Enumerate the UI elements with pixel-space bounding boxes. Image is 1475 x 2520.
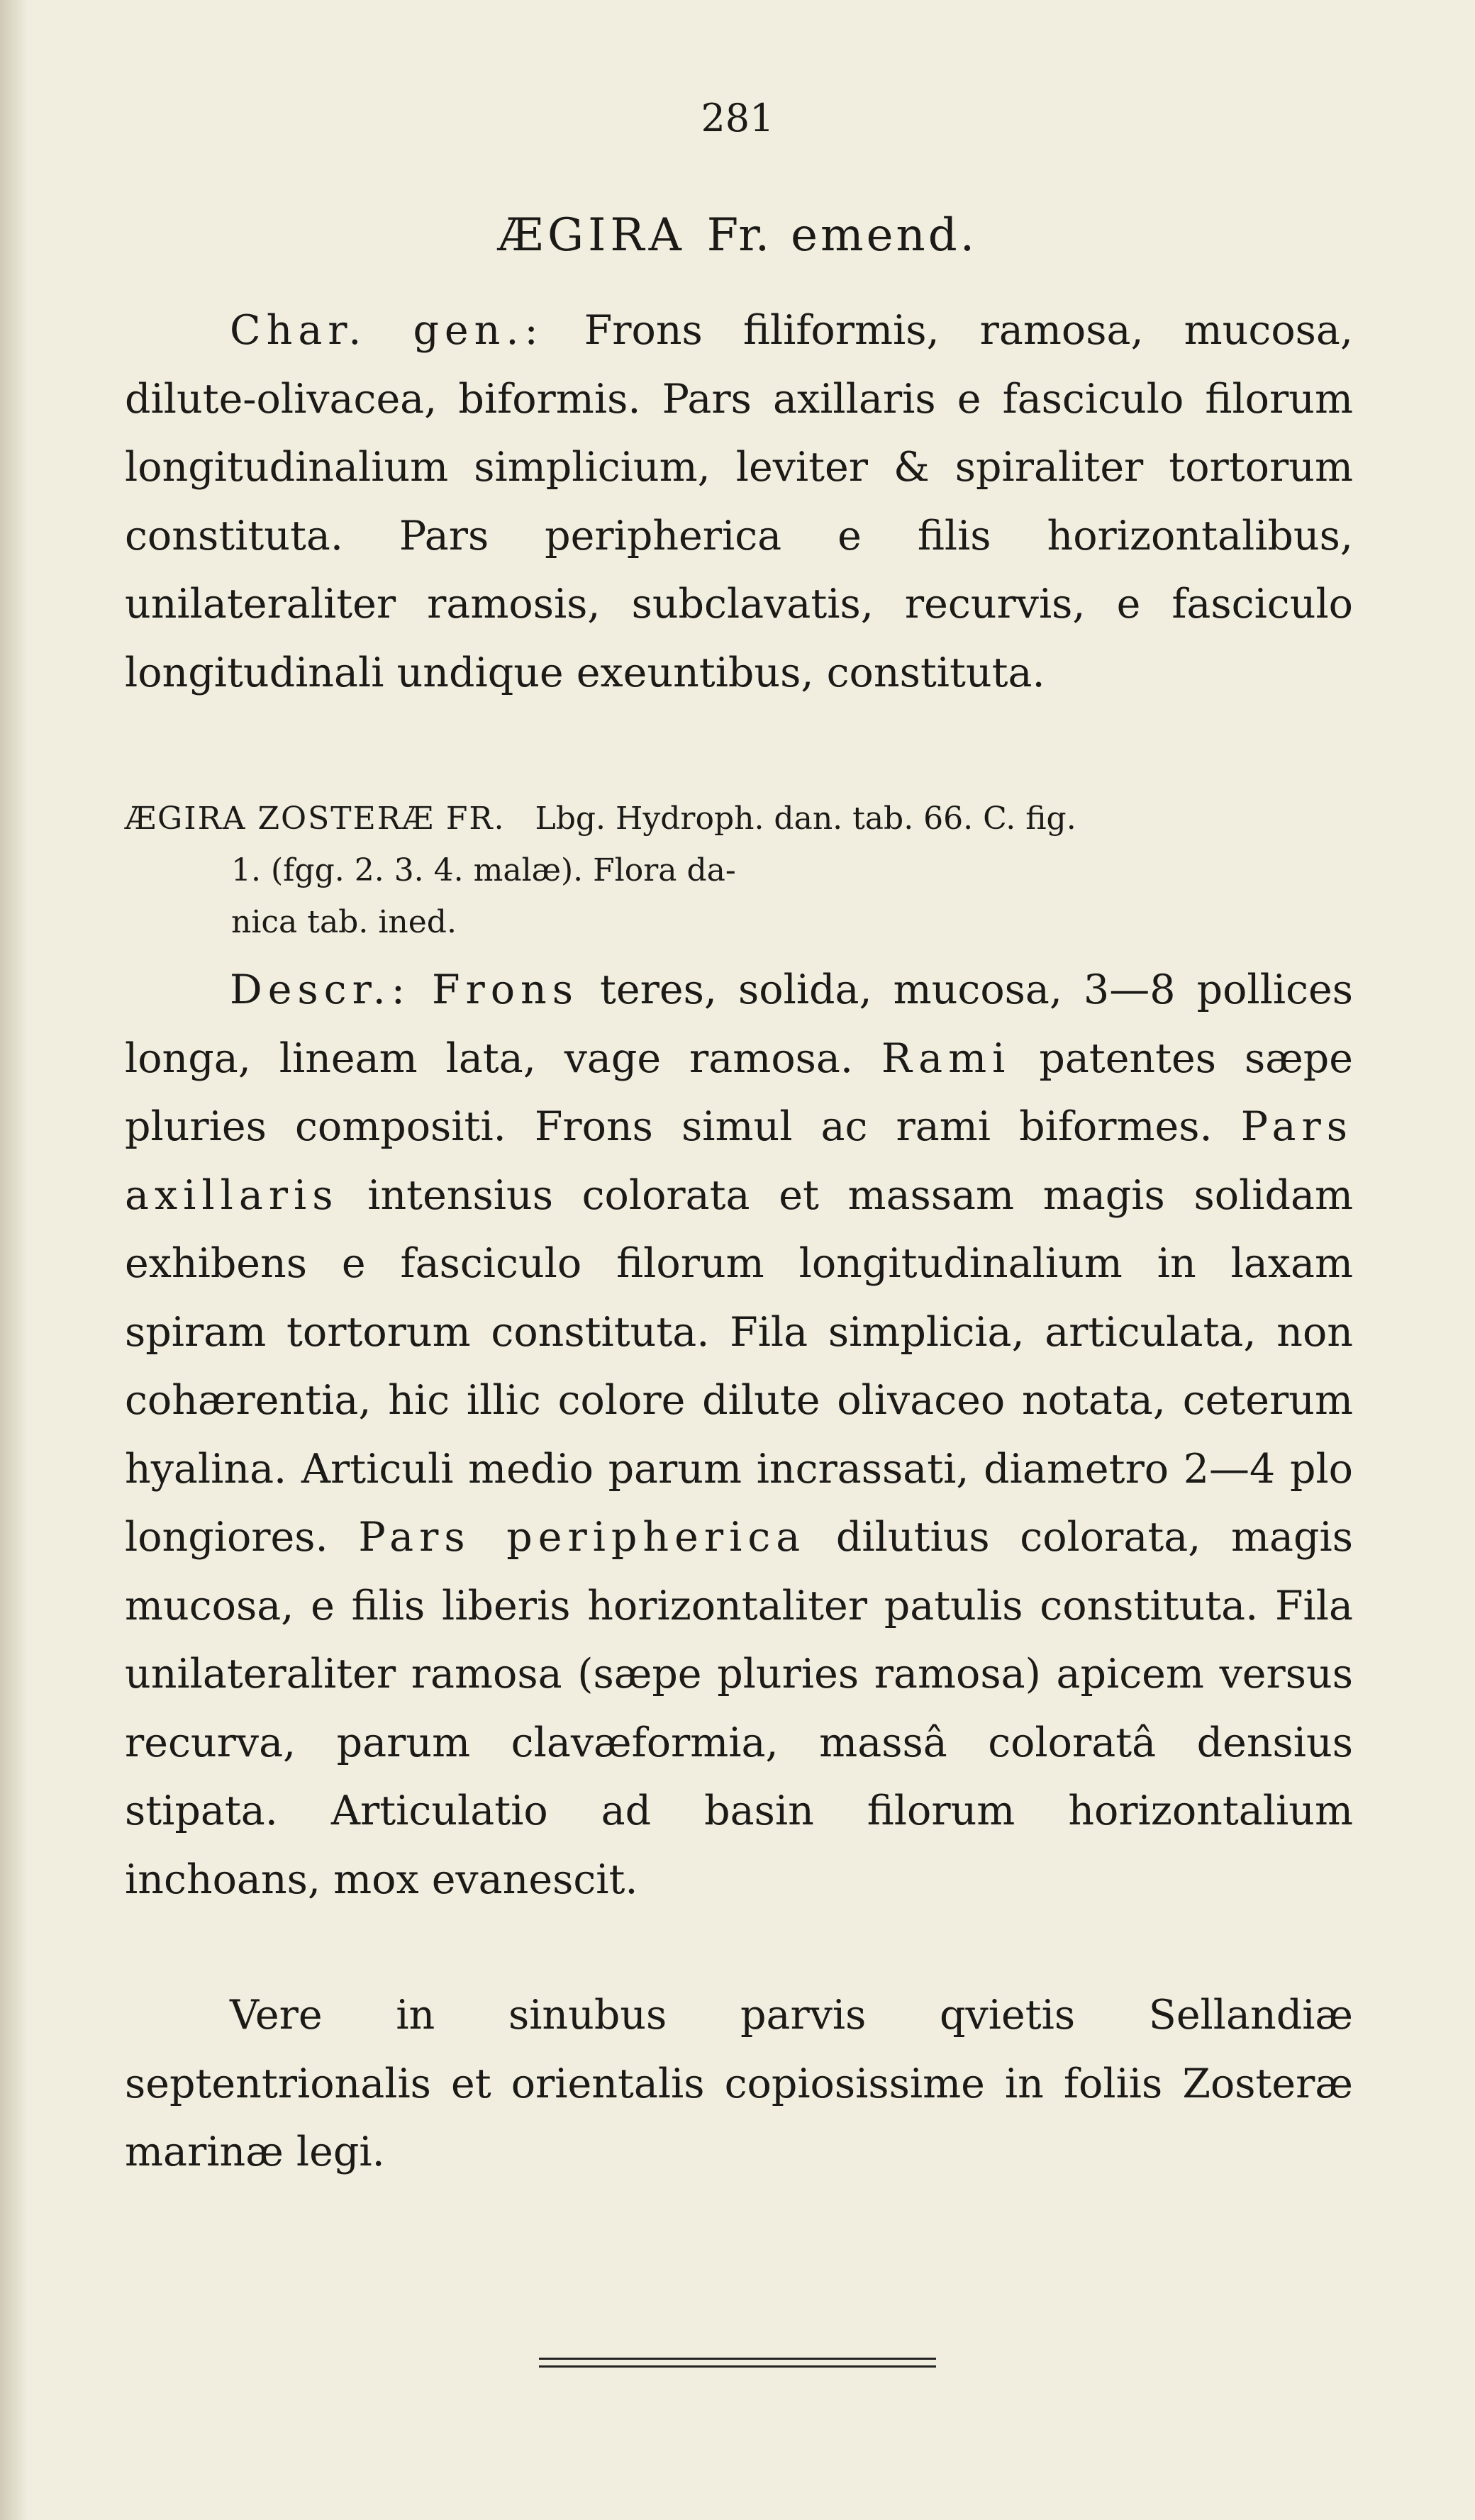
descr-text-2: patentes sæpe pluries compositi. Frons simul ac rami biformes. bbox=[125, 1035, 1353, 1150]
genus-author: Fr. bbox=[706, 209, 770, 262]
descr-rami: Rami bbox=[881, 1035, 1011, 1082]
habitat-paragraph: Vere in sinubus parvis qvietis Sellandiæ septentrionalis et orientalis copiosissime in foliis Zosteræ marinæ legi. bbox=[125, 1992, 1353, 2175]
synonym-line-3: nica tab. ined. bbox=[231, 904, 457, 940]
synonym-citation bbox=[125, 793, 1353, 948]
descr-text-1: teres, solida, mucosa, 3—8 pollices longa, lineam lata, vage ramosa. bbox=[125, 966, 1353, 1082]
char-gen-text: Frons filiformis, ramosa, mucosa, dilute-olivacea, biformis. Pars axillaris e fasciculo filorum longitudinalium simplicium, leviter & spiraliter tortorum constituta. Pars peripherica e filis horizontalibus, unilateraliter ramosis, subclavatis, recurvis, e fasciculo longitudinali undique exeuntibus, constituta. bbox=[125, 307, 1353, 696]
generic-character-paragraph bbox=[125, 296, 1353, 707]
descr-frons: Frons bbox=[431, 966, 579, 1013]
page-number: 281 bbox=[701, 96, 774, 140]
species-name: ÆGIRA ZOSTERÆ FR. bbox=[125, 801, 506, 837]
descr-text-3: intensius colorata et massam magis solidam exhibens e fasciculo filorum longitudinalium in laxam spiram tortorum constituta. Fila simplicia, articulata, non cohærentia, hic illic colore dilute olivaceo notata, ceterum hyalina. Articuli medio parum incrassati, diametro 2—4 plo longiores. bbox=[125, 1171, 1353, 1561]
genus-name: ÆGIRA bbox=[497, 209, 686, 262]
synonym-line-1 bbox=[125, 793, 1353, 844]
synonym-reference: Lbg. Hydroph. dan. tab. 66. C. fig. bbox=[535, 801, 1076, 837]
descr-pars-peripherica: Pars peripherica bbox=[358, 1514, 806, 1561]
description-paragraph bbox=[125, 956, 1353, 1914]
habitat-block bbox=[125, 1981, 1353, 2187]
page-gutter-shadow bbox=[0, 0, 28, 2520]
char-gen-label: Char. gen.: bbox=[230, 307, 544, 354]
descr-pars-axillaris: Pars axillaris bbox=[125, 1103, 1353, 1219]
description-block bbox=[125, 956, 1353, 1914]
descr-text-4: dilutius colorata, magis mucosa, e filis liberis horizontaliter patulis constituta. Fila unilateraliter ramosa (sæpe pluries ramosa) apicem versus recurva, parum clavæformia, massâ coloratâ densius stipata. Articulatio ad basin filorum horizontalium inchoans, mox evanescit. bbox=[125, 1514, 1353, 1903]
genus-emend: emend. bbox=[791, 209, 978, 262]
synonym-line-2: 1. (fgg. 2. 3. 4. malæ). Flora da- bbox=[231, 852, 736, 888]
genus-heading bbox=[0, 209, 1475, 262]
end-rule bbox=[539, 2358, 936, 2368]
descr-label: Descr.: bbox=[230, 966, 411, 1013]
generic-character-block bbox=[125, 296, 1353, 707]
